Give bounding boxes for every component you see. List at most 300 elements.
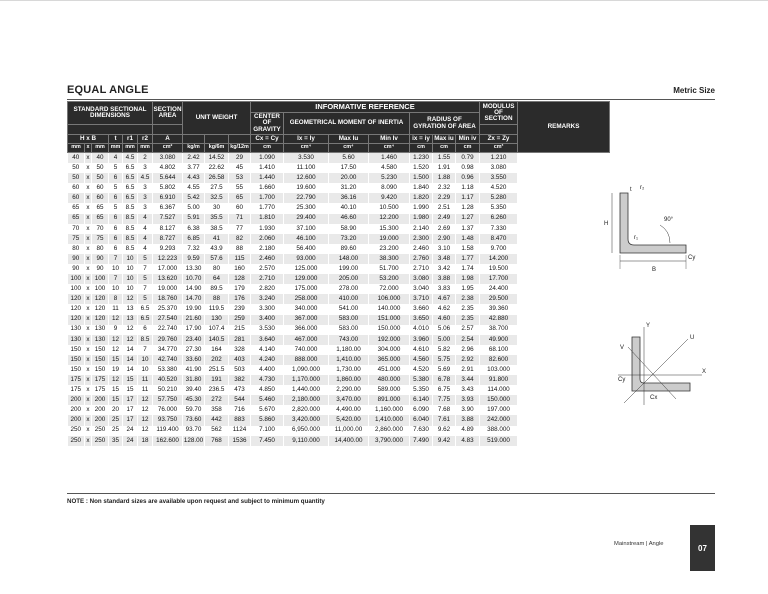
table-cell: 328 bbox=[229, 345, 251, 355]
table-cell: 13.620 bbox=[153, 274, 183, 284]
table-cell: 38.300 bbox=[369, 254, 410, 264]
table-cell: 2.35 bbox=[456, 304, 480, 314]
sym-rx: ix = iy bbox=[410, 135, 433, 144]
table-cell: 4.010 bbox=[410, 325, 433, 335]
table-cell: 38.5 bbox=[205, 224, 229, 234]
table-row bbox=[68, 153, 610, 164]
unit-cell: cm² bbox=[153, 144, 183, 153]
table-cell: 1.48 bbox=[456, 234, 480, 244]
table-cell: 2.35 bbox=[456, 315, 480, 325]
table-cell: 15 bbox=[123, 385, 138, 395]
table-cell: 4.67 bbox=[433, 294, 456, 304]
unit-cell: mm bbox=[68, 144, 85, 153]
table-cell: 125.000 bbox=[284, 264, 329, 274]
label-cx: Cx bbox=[650, 395, 658, 401]
label-r1: r₁ bbox=[634, 235, 639, 241]
table-cell: 1.090 bbox=[251, 153, 284, 164]
table-cell: 8.727 bbox=[153, 234, 183, 244]
table-cell: 8.5 bbox=[123, 203, 138, 213]
unit-cell: cm bbox=[456, 144, 480, 153]
table-cell: 33.60 bbox=[183, 355, 205, 365]
table-cell: 4.83 bbox=[456, 436, 480, 446]
table-cell: x bbox=[85, 234, 92, 244]
table-cell: 73.60 bbox=[183, 415, 205, 425]
table-cell: 304.000 bbox=[369, 345, 410, 355]
table-cell: 175 bbox=[68, 375, 85, 385]
table-cell: 8 bbox=[109, 294, 123, 304]
table-cell: 53 bbox=[229, 173, 251, 183]
table-cell: 0.79 bbox=[456, 153, 480, 164]
table-cell: 11 bbox=[138, 375, 153, 385]
table-cell: 6.75 bbox=[433, 385, 456, 395]
table-cell: 45.30 bbox=[183, 395, 205, 405]
table-cell: 1.820 bbox=[410, 193, 433, 203]
table-cell: 2.180 bbox=[251, 244, 284, 254]
table-cell: 1.98 bbox=[456, 274, 480, 284]
table-cell: 89.5 bbox=[205, 284, 229, 294]
table-cell: x bbox=[85, 315, 92, 325]
table-cell: 50.210 bbox=[153, 385, 183, 395]
table-cell: 1,410.00 bbox=[329, 355, 369, 365]
sym-ru: Max iu bbox=[434, 134, 454, 142]
table-cell: x bbox=[85, 345, 92, 355]
table-cell: 27.540 bbox=[153, 315, 183, 325]
table-cell: 1.660 bbox=[251, 183, 284, 193]
table-cell: 39.360 bbox=[480, 304, 518, 314]
table-cell: 3 bbox=[138, 183, 153, 193]
label-cy2: Cy bbox=[618, 377, 626, 383]
table-cell: 77 bbox=[229, 224, 251, 234]
table-cell: x bbox=[85, 415, 92, 425]
table-cell: 106.000 bbox=[369, 294, 410, 304]
table-cell: 160 bbox=[229, 264, 251, 274]
table-cell: 4.400 bbox=[251, 365, 284, 375]
table-cell: 70 bbox=[92, 224, 109, 234]
table-cell: 11,000.00 bbox=[329, 426, 369, 436]
table-cell: 4.730 bbox=[251, 375, 284, 385]
table-cell: 3.660 bbox=[410, 304, 433, 314]
label-b: B bbox=[652, 267, 657, 273]
table-cell: 114.000 bbox=[480, 385, 518, 395]
table-cell: 1.210 bbox=[480, 153, 518, 164]
table-cell: 12.223 bbox=[153, 254, 183, 264]
table-cell: 42.880 bbox=[480, 315, 518, 325]
table-cell: 2.51 bbox=[433, 203, 456, 213]
table-cell: 365.000 bbox=[369, 355, 410, 365]
table-cell: 25 bbox=[109, 415, 123, 425]
page-subtitle: Metric Size bbox=[673, 86, 715, 95]
table-cell: 34.770 bbox=[153, 345, 183, 355]
table-cell: 3.530 bbox=[251, 325, 284, 335]
table-cell: 3.10 bbox=[433, 244, 456, 254]
table-cell: x bbox=[85, 244, 92, 254]
table-cell: 175 bbox=[68, 385, 85, 395]
table-cell: 10 bbox=[123, 274, 138, 284]
table-cell: 64 bbox=[205, 274, 229, 284]
table-cell: 7.330 bbox=[480, 224, 518, 234]
table-cell: 4.240 bbox=[251, 355, 284, 365]
table-cell: 7 bbox=[138, 345, 153, 355]
table-cell: 43.9 bbox=[205, 244, 229, 254]
table-cell: 120 bbox=[68, 315, 85, 325]
table-cell: 17 bbox=[123, 405, 138, 415]
table-cell: 10.500 bbox=[369, 203, 410, 213]
table-cell: 15 bbox=[109, 355, 123, 365]
table-cell: 544 bbox=[229, 395, 251, 405]
header-section-blank bbox=[153, 125, 183, 135]
table-cell: 130 bbox=[68, 325, 85, 335]
header-standard: STANDARD SECTIONAL DIMENSIONS bbox=[68, 102, 153, 125]
table-cell: 130 bbox=[205, 315, 229, 325]
table-cell: 1,730.00 bbox=[329, 365, 369, 375]
table-cell: 17 bbox=[123, 415, 138, 425]
table-cell: 1.74 bbox=[456, 264, 480, 274]
table-cell: 5.230 bbox=[369, 173, 410, 183]
table-cell: 5.380 bbox=[410, 375, 433, 385]
sym-r2: r2 bbox=[138, 135, 153, 144]
table-cell: 891.000 bbox=[369, 395, 410, 405]
table-cell: 24.400 bbox=[480, 284, 518, 294]
table-cell: 162.600 bbox=[153, 436, 183, 446]
table-cell: 15 bbox=[109, 385, 123, 395]
table-cell: 60 bbox=[92, 193, 109, 203]
table-cell: 1.520 bbox=[410, 163, 433, 173]
table-cell: 7 bbox=[138, 264, 153, 274]
table-cell: 5 bbox=[138, 294, 153, 304]
table-cell: 46.60 bbox=[329, 214, 369, 224]
table-cell: 1.55 bbox=[433, 153, 456, 164]
table-cell: 562 bbox=[205, 426, 229, 436]
table-cell: 5.802 bbox=[153, 183, 183, 193]
table-cell: 888.000 bbox=[284, 355, 329, 365]
table-cell: 17.50 bbox=[329, 163, 369, 173]
table-cell: 3.77 bbox=[183, 163, 205, 173]
table-cell: 6.5 bbox=[123, 163, 138, 173]
table-cell: x bbox=[85, 355, 92, 365]
table-cell: 199.00 bbox=[329, 264, 369, 274]
table-cell: 12 bbox=[123, 335, 138, 345]
table-cell: 150 bbox=[68, 365, 85, 375]
table-cell: 1.88 bbox=[433, 173, 456, 183]
table-cell: 53.200 bbox=[369, 274, 410, 284]
table-cell: 716 bbox=[229, 405, 251, 415]
table-cell: 480.000 bbox=[369, 375, 410, 385]
table-cell: 19.600 bbox=[284, 183, 329, 193]
table-cell: 1.17 bbox=[456, 193, 480, 203]
table-cell: 5.644 bbox=[153, 173, 183, 183]
table-cell: 410.00 bbox=[329, 294, 369, 304]
table-cell: 10 bbox=[123, 254, 138, 264]
table-cell: 31.80 bbox=[183, 375, 205, 385]
table-cell: 6 bbox=[109, 214, 123, 224]
table-cell: 38.700 bbox=[480, 325, 518, 335]
table-cell: 583.00 bbox=[329, 325, 369, 335]
table-cell: 32.5 bbox=[205, 193, 229, 203]
table-cell: 15 bbox=[109, 395, 123, 405]
table-cell: 12 bbox=[123, 325, 138, 335]
bottom-rule bbox=[67, 493, 715, 494]
table-cell: 3.080 bbox=[410, 274, 433, 284]
table-cell: 236.5 bbox=[205, 385, 229, 395]
table-cell: 12 bbox=[109, 335, 123, 345]
header-section-area: SECTION AREA bbox=[153, 102, 183, 125]
sym-rv: Min iv bbox=[456, 135, 480, 144]
spec-table-body bbox=[68, 153, 610, 446]
table-cell: 12 bbox=[109, 345, 123, 355]
table-cell: 7.100 bbox=[251, 426, 284, 436]
table-cell: 15.300 bbox=[369, 224, 410, 234]
table-cell: 10 bbox=[123, 284, 138, 294]
table-cell: 1.440 bbox=[251, 173, 284, 183]
table-cell: 8.127 bbox=[153, 224, 183, 234]
table-cell: 14.52 bbox=[205, 153, 229, 164]
table-cell: 60 bbox=[229, 203, 251, 213]
table-cell: 5.69 bbox=[433, 365, 456, 375]
table-cell: 7.527 bbox=[153, 214, 183, 224]
table-cell: 8.090 bbox=[369, 183, 410, 193]
table-cell: 65 bbox=[68, 203, 85, 213]
table-cell: 1,410.000 bbox=[369, 415, 410, 425]
table-cell: 1.37 bbox=[456, 224, 480, 234]
table-cell: 473 bbox=[229, 385, 251, 395]
table-cell: 31.20 bbox=[329, 183, 369, 193]
table-cell: 519.000 bbox=[480, 436, 518, 446]
table-cell: 42.740 bbox=[153, 355, 183, 365]
table-cell: 9.293 bbox=[153, 244, 183, 254]
table-cell: 88 bbox=[229, 244, 251, 254]
table-cell: 442 bbox=[205, 415, 229, 425]
table-cell: 5.42 bbox=[183, 193, 205, 203]
table-cell: 8.5 bbox=[123, 224, 138, 234]
table-cell: 151.000 bbox=[369, 315, 410, 325]
table-cell: 4.5 bbox=[138, 173, 153, 183]
table-cell: 2.29 bbox=[433, 193, 456, 203]
table-cell: 250 bbox=[92, 426, 109, 436]
table-cell: 73.20 bbox=[329, 234, 369, 244]
table-cell: 5.06 bbox=[433, 325, 456, 335]
table-cell: 71 bbox=[229, 214, 251, 224]
table-cell: 19.500 bbox=[480, 264, 518, 274]
table-cell: 200 bbox=[68, 395, 85, 405]
table-cell: 6.5 bbox=[123, 193, 138, 203]
table-cell: 1,160.000 bbox=[369, 405, 410, 415]
table-cell: 1536 bbox=[229, 436, 251, 446]
sym-ix: Ix = Iy bbox=[284, 135, 329, 144]
unit-cell: cm bbox=[251, 144, 284, 153]
table-cell: x bbox=[85, 284, 92, 294]
table-cell: 120 bbox=[68, 304, 85, 314]
table-cell: 150.000 bbox=[480, 395, 518, 405]
table-cell: 6.367 bbox=[153, 203, 183, 213]
table-cell: 130 bbox=[92, 335, 109, 345]
table-cell: x bbox=[85, 395, 92, 405]
table-cell: 10 bbox=[123, 264, 138, 274]
table-cell: 93.000 bbox=[284, 254, 329, 264]
table-cell: 2.060 bbox=[251, 234, 284, 244]
table-cell: 5.82 bbox=[433, 345, 456, 355]
header-modulus: MODULUS OF SECTION bbox=[480, 102, 518, 125]
table-cell: 14 bbox=[123, 365, 138, 375]
header-moment-inertia: GEOMETRICAL MOMENT OF INERTIA bbox=[284, 113, 410, 135]
table-cell: 467.000 bbox=[284, 335, 329, 345]
unit-cell: kg/12m bbox=[229, 144, 251, 153]
table-cell: 150 bbox=[92, 365, 109, 375]
table-cell: 541.00 bbox=[329, 304, 369, 314]
table-cell: 12 bbox=[109, 375, 123, 385]
table-cell: 3,790.000 bbox=[369, 436, 410, 446]
table-cell: 1.77 bbox=[456, 254, 480, 264]
table-cell: 65 bbox=[92, 203, 109, 213]
table-cell: 6 bbox=[109, 244, 123, 254]
table-cell: 22.62 bbox=[205, 163, 229, 173]
table-cell: 2.300 bbox=[410, 234, 433, 244]
table-cell: 3.44 bbox=[456, 375, 480, 385]
table-cell: 11.100 bbox=[284, 163, 329, 173]
table-cell: 140.000 bbox=[369, 304, 410, 314]
table-cell: 50 bbox=[68, 163, 85, 173]
angle-section-diagram bbox=[600, 181, 710, 273]
remarks-cell bbox=[518, 153, 610, 446]
table-cell: 10 bbox=[109, 264, 123, 274]
table-cell: 5.460 bbox=[251, 395, 284, 405]
table-cell: 17 bbox=[123, 395, 138, 405]
sym-r1: r1 bbox=[123, 135, 138, 144]
page-number: 07 bbox=[690, 525, 715, 571]
table-cell: 4 bbox=[138, 234, 153, 244]
angle-axes-diagram bbox=[610, 319, 710, 411]
angle-profile bbox=[620, 193, 686, 253]
table-cell: 39.40 bbox=[183, 385, 205, 395]
table-cell: 3.530 bbox=[284, 153, 329, 164]
table-cell: 215 bbox=[229, 325, 251, 335]
table-cell: 10 bbox=[138, 365, 153, 375]
label-cy: Cy bbox=[688, 255, 696, 261]
table-cell: 29.760 bbox=[153, 335, 183, 345]
table-cell: 740.000 bbox=[284, 345, 329, 355]
sym-hxb: H x B bbox=[68, 135, 109, 144]
table-cell: 451.000 bbox=[369, 365, 410, 375]
unit-cell: cm bbox=[410, 144, 433, 153]
table-cell: 40.520 bbox=[153, 375, 183, 385]
table-cell: 5 bbox=[109, 183, 123, 193]
table-cell: 382 bbox=[229, 375, 251, 385]
table-cell: 30 bbox=[205, 203, 229, 213]
table-cell: 5 bbox=[138, 254, 153, 264]
table-cell: x bbox=[85, 375, 92, 385]
table-cell: 258.000 bbox=[284, 294, 329, 304]
table-cell: x bbox=[85, 203, 92, 213]
table-cell: 242.000 bbox=[480, 415, 518, 425]
table-cell: 50 bbox=[68, 173, 85, 183]
table-cell: 1.500 bbox=[410, 173, 433, 183]
unit-cell: mm bbox=[92, 144, 109, 153]
table-cell: x bbox=[85, 385, 92, 395]
table-cell: 3 bbox=[138, 203, 153, 213]
table-cell: x bbox=[85, 335, 92, 345]
table-cell: 4 bbox=[109, 153, 123, 164]
table-cell: 14 bbox=[123, 355, 138, 365]
unit-cell: mm bbox=[109, 144, 123, 153]
table-cell: 6 bbox=[138, 325, 153, 335]
table-cell: 3 bbox=[138, 193, 153, 203]
table-cell: 2,860.000 bbox=[369, 426, 410, 436]
table-cell: 18 bbox=[138, 436, 153, 446]
table-cell: 41 bbox=[205, 234, 229, 244]
table-cell: 1,180.00 bbox=[329, 345, 369, 355]
table-cell: 2.69 bbox=[433, 224, 456, 234]
table-cell: 17.000 bbox=[153, 264, 183, 274]
table-cell: 2,820.000 bbox=[284, 405, 329, 415]
table-cell: 2.460 bbox=[251, 254, 284, 264]
table-cell: 26.58 bbox=[205, 173, 229, 183]
table-cell: x bbox=[85, 173, 92, 183]
table-cell: 1,090.000 bbox=[284, 365, 329, 375]
table-cell: 3.93 bbox=[456, 395, 480, 405]
table-cell: 2.140 bbox=[410, 224, 433, 234]
table-cell: 2,290.00 bbox=[329, 385, 369, 395]
table-cell: 2.820 bbox=[251, 284, 284, 294]
table-cell: 35.5 bbox=[205, 214, 229, 224]
table-cell: 589.000 bbox=[369, 385, 410, 395]
table-cell: 10.70 bbox=[183, 274, 205, 284]
table-cell: 4.560 bbox=[410, 355, 433, 365]
table-cell: 9 bbox=[109, 325, 123, 335]
table-cell: 12 bbox=[138, 415, 153, 425]
table-cell: 90 bbox=[68, 264, 85, 274]
page-title: EQUAL ANGLE bbox=[67, 84, 149, 96]
table-cell: 3.90 bbox=[456, 405, 480, 415]
table-cell: 129.000 bbox=[284, 274, 329, 284]
table-cell: 3.650 bbox=[410, 315, 433, 325]
table-cell: 272 bbox=[205, 395, 229, 405]
table-cell: 4.520 bbox=[410, 365, 433, 375]
table-cell: 4.62 bbox=[433, 304, 456, 314]
table-cell: 2 bbox=[138, 153, 153, 164]
table-cell: 1.410 bbox=[251, 163, 284, 173]
table-cell: 176 bbox=[229, 294, 251, 304]
table-cell: 179 bbox=[229, 284, 251, 294]
table-cell: 65 bbox=[92, 214, 109, 224]
table-cell: 19 bbox=[109, 365, 123, 375]
table-cell: 2.570 bbox=[251, 264, 284, 274]
table-cell: 259 bbox=[229, 315, 251, 325]
table-cell: 148.00 bbox=[329, 254, 369, 264]
table-cell: 5 bbox=[109, 203, 123, 213]
table-cell: 3,470.00 bbox=[329, 395, 369, 405]
table-cell: 4.520 bbox=[480, 183, 518, 193]
table-cell: 6.140 bbox=[410, 395, 433, 405]
table-cell: 27.5 bbox=[205, 183, 229, 193]
table-cell: 20 bbox=[109, 405, 123, 415]
spec-table bbox=[67, 101, 610, 446]
table-cell: 9,110.000 bbox=[284, 436, 329, 446]
table-cell: 40 bbox=[92, 153, 109, 164]
table-cell: 65 bbox=[68, 214, 85, 224]
table-cell: 3.400 bbox=[251, 315, 284, 325]
unit-cell: mm bbox=[138, 144, 153, 153]
table-cell: 3.48 bbox=[433, 254, 456, 264]
table-cell: 0.98 bbox=[456, 163, 480, 173]
table-cell: x bbox=[85, 153, 92, 164]
table-cell: x bbox=[85, 365, 92, 375]
table-cell: 7.68 bbox=[433, 405, 456, 415]
table-cell: 9.420 bbox=[369, 193, 410, 203]
table-cell: 1.230 bbox=[410, 153, 433, 164]
table-cell: 9.59 bbox=[183, 254, 205, 264]
table-cell: 3.88 bbox=[456, 415, 480, 425]
table-cell: 13.30 bbox=[183, 264, 205, 274]
table-cell: 743.00 bbox=[329, 335, 369, 345]
